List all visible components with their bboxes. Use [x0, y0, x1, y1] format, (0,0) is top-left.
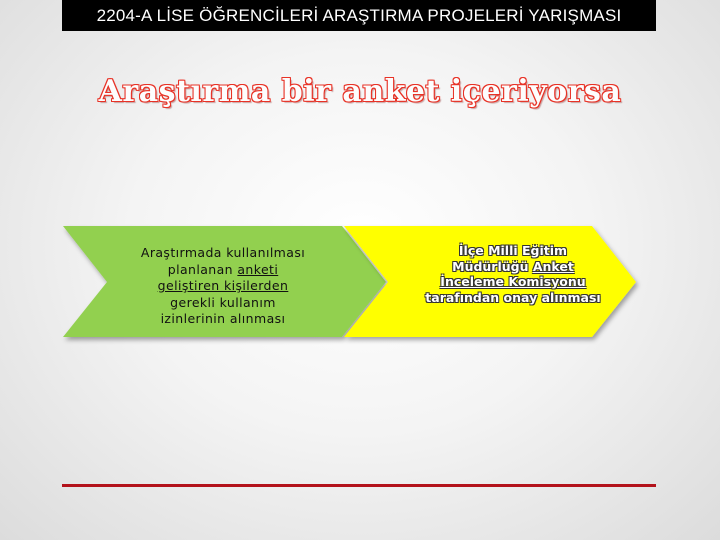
step-1-line: Araştırmada kullanılması — [140, 245, 306, 260]
step-1-text — [108, 245, 338, 328]
header-banner: 2204-A LİSE ÖĞRENCİLERİ ARAŞTIRMA PROJELERİ YARIŞMASI — [62, 0, 656, 31]
step-2-line: tarafından onay alınması — [425, 289, 601, 305]
step-1-line: gerekli kullanım — [170, 294, 276, 310]
step-2-line: İnceleme Komisyonu — [440, 274, 586, 289]
slide-title: Araştırma bir anket içeriyorsa — [98, 74, 622, 109]
footer-divider — [62, 484, 656, 487]
step-1-line: izinlerinin alınması — [160, 311, 286, 326]
step-2-line: Müdürlüğü Anket — [452, 258, 574, 274]
step-2-text — [398, 243, 628, 305]
step-1-line: planlanan anketi — [167, 261, 279, 277]
step-2-line: İlçe Milli Eğitim — [458, 243, 568, 258]
step-1-line: geliştiren kişilerden — [157, 278, 289, 293]
